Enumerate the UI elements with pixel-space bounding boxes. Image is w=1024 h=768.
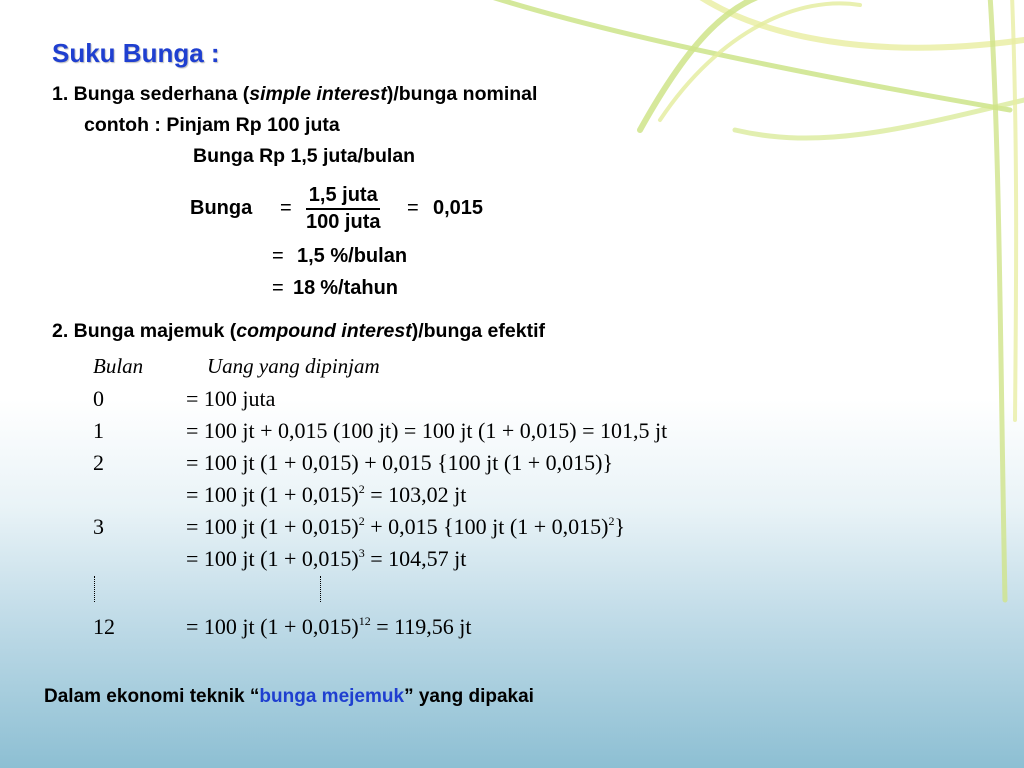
formula-equals-3: = (272, 245, 284, 267)
page-title: Suku Bunga : (52, 38, 220, 68)
row-month-12: 12 (93, 614, 115, 639)
simple-heading-italic: simple interest (249, 83, 387, 105)
row-value-3b (186, 546, 466, 572)
formula-label: Bunga (190, 197, 253, 219)
vertical-ellipsis-value (320, 576, 321, 602)
r12-part-b: = 119,56 jt (370, 614, 472, 639)
formula-monthly-rate: 1,5 %/bulan (297, 245, 408, 267)
footer-suffix: ” yang dipakai (404, 686, 534, 707)
r3-exponent-1: 2 (358, 514, 365, 528)
formula-equals-2: = (407, 197, 419, 219)
fraction-bar (306, 208, 380, 210)
footer-prefix: Dalam ekonomi teknik “ (44, 686, 260, 707)
column-header-month: Bulan (93, 354, 144, 378)
fraction-numerator: 1,5 juta (308, 184, 378, 206)
row-value-2b (186, 482, 466, 508)
formula-yearly-rate (293, 277, 398, 300)
simple-interest-example: contoh : Pinjam Rp 100 juta (84, 114, 340, 136)
compound-heading-suffix: )/bunga efektif (411, 320, 545, 342)
r12-exponent: 12 (358, 614, 371, 628)
column-header-money: Uang yang dipinjam (207, 354, 380, 378)
r2b-part-b: = 103,02 jt (364, 482, 467, 507)
formula-equals-4: = (272, 277, 284, 299)
simple-interest-amount: Bunga Rp 1,5 juta/bulan (193, 145, 416, 167)
row-month-1: 1 (93, 418, 104, 443)
compound-heading-italic: compound interest (236, 320, 412, 342)
row-value-1: = 100 jt + 0,015 (100 jt) = 100 jt (1 + 0,015) = 101,5 jt (186, 418, 668, 443)
row-value-12 (186, 614, 472, 640)
r3-part-b: + 0,015 {100 jt (1 + 0,015) (364, 514, 609, 539)
r2b-exponent: 2 (358, 482, 365, 496)
row-value-3 (186, 514, 625, 540)
formula-equals-1: = (280, 197, 292, 219)
row-value-2: = 100 jt (1 + 0,015) + 0,015 {100 jt (1 + 0,015)} (186, 450, 614, 475)
formula-result: 0,015 (433, 197, 484, 219)
r3b-part-a: = 100 jt (1 + 0,015) (186, 546, 359, 571)
yearly-unit: %/tahun (320, 277, 399, 299)
r2b-part-a: = 100 jt (1 + 0,015) (186, 482, 359, 507)
row-value-0: = 100 juta (186, 386, 276, 411)
row-month-3: 3 (93, 514, 104, 539)
r3-part-c: } (614, 514, 626, 539)
formula-fraction (306, 184, 380, 234)
r3b-part-b: = 104,57 jt (364, 546, 467, 571)
r3-part-a: = 100 jt (1 + 0,015) (186, 514, 359, 539)
simple-heading-suffix: )/bunga nominal (386, 83, 538, 105)
row-month-0: 0 (93, 386, 104, 411)
simple-heading-prefix: 1. Bunga sederhana ( (52, 83, 250, 105)
compound-heading-prefix: 2. Bunga majemuk ( (52, 320, 237, 342)
simple-interest-heading (52, 83, 537, 106)
footer-note (44, 686, 534, 708)
r3-exponent-2: 2 (608, 514, 615, 528)
r12-part-a: = 100 jt (1 + 0,015) (186, 614, 359, 639)
fraction-denominator: 100 juta (306, 211, 381, 233)
yearly-number: 18 (293, 277, 316, 299)
r3b-exponent: 3 (358, 546, 365, 560)
row-month-2: 2 (93, 450, 104, 475)
vertical-ellipsis-month (94, 576, 95, 602)
footer-highlight: bunga mejemuk (259, 686, 405, 707)
compound-interest-heading (52, 320, 545, 343)
